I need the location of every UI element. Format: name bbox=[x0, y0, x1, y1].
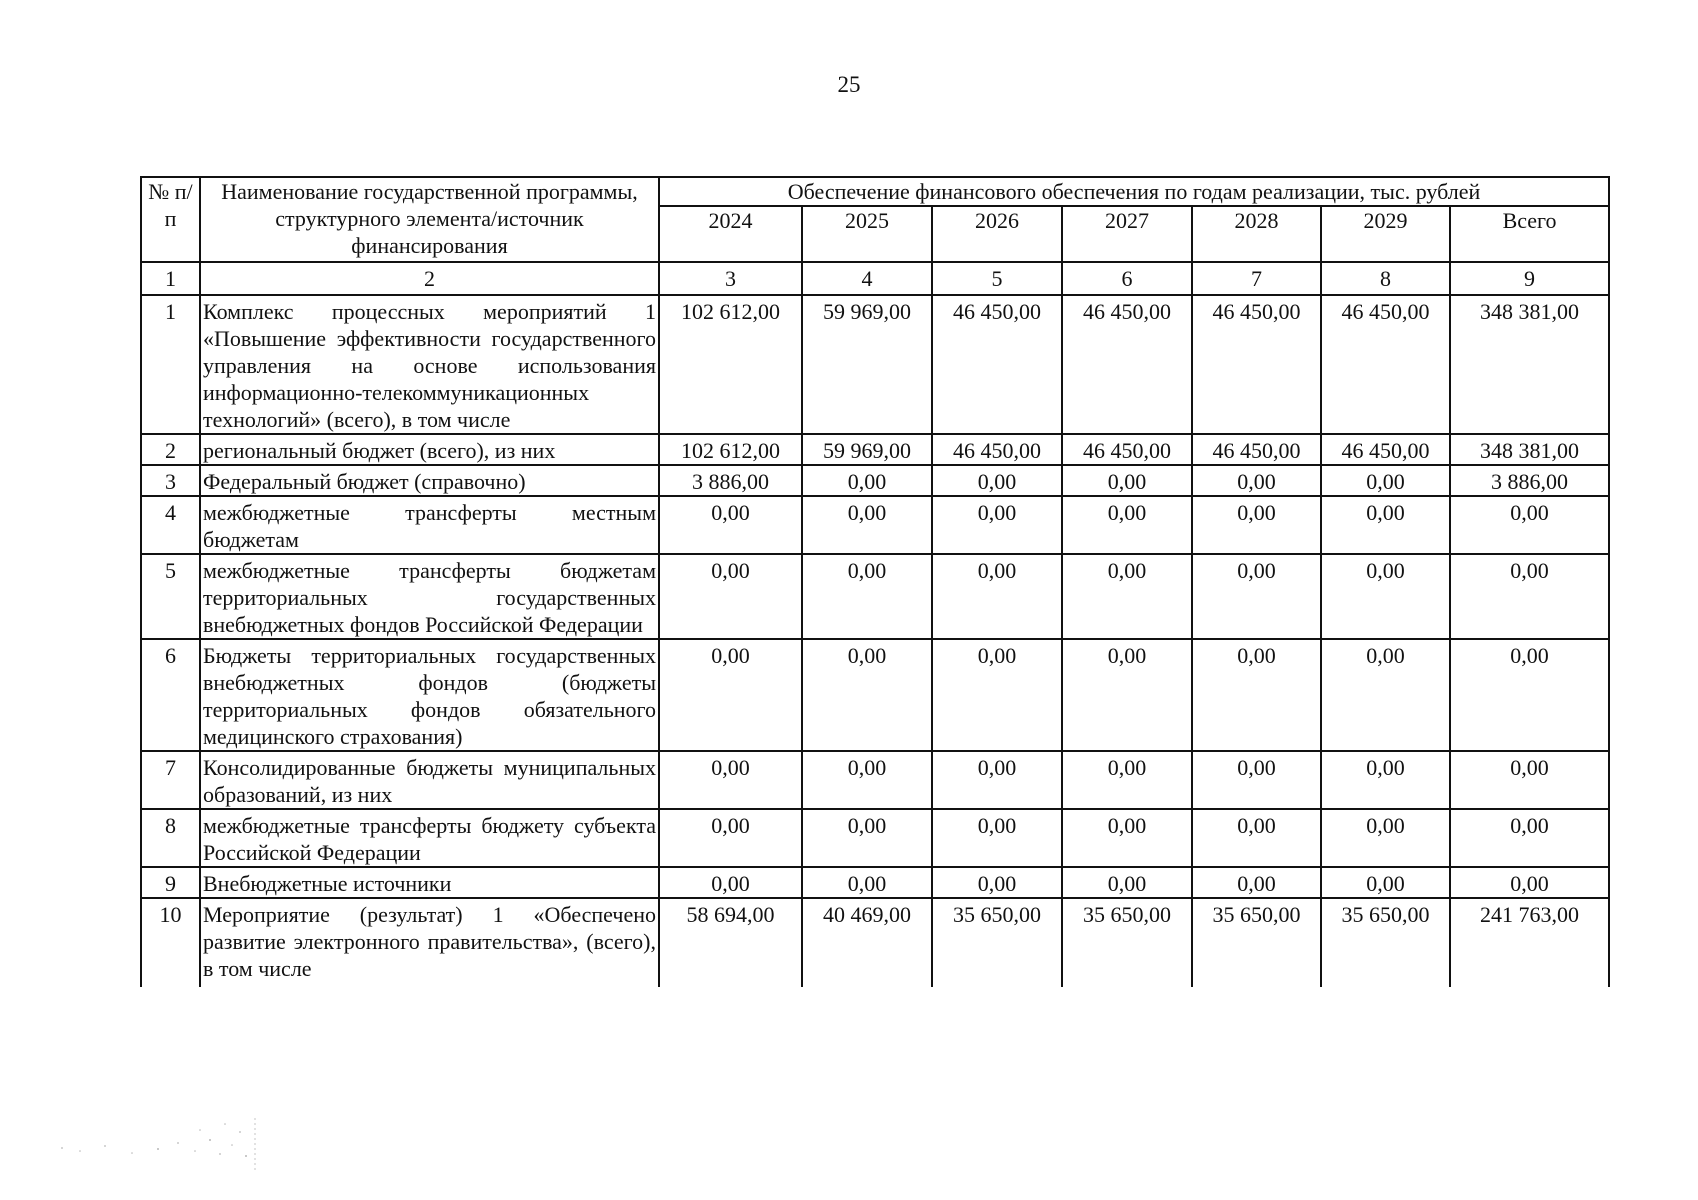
row-year-value: 0,00 bbox=[1321, 554, 1450, 639]
table-row bbox=[141, 751, 1609, 809]
table-row bbox=[141, 434, 1609, 465]
row-year-value: 0,00 bbox=[659, 867, 802, 898]
row-number: 9 bbox=[141, 867, 200, 898]
header-name-col: Наименование государственной программы, структурного элемента/источник финансирования bbox=[200, 177, 659, 262]
row-year-value: 0,00 bbox=[932, 496, 1062, 554]
row-name: Федеральный бюджет (справочно) bbox=[200, 465, 659, 496]
column-number: 9 bbox=[1450, 262, 1609, 295]
row-year-value: 35 650,00 bbox=[1192, 898, 1321, 987]
row-total-value: 0,00 bbox=[1450, 554, 1609, 639]
row-year-value: 46 450,00 bbox=[1321, 434, 1450, 465]
table-row bbox=[141, 295, 1609, 434]
row-year-value: 102 612,00 bbox=[659, 295, 802, 434]
row-year-value: 0,00 bbox=[1321, 496, 1450, 554]
row-number: 1 bbox=[141, 295, 200, 434]
column-number: 8 bbox=[1321, 262, 1450, 295]
row-year-value: 0,00 bbox=[1192, 554, 1321, 639]
row-year-value: 0,00 bbox=[1192, 751, 1321, 809]
row-name: Внебюджетные источники bbox=[200, 867, 659, 898]
row-total-value: 0,00 bbox=[1450, 867, 1609, 898]
row-total-value: 0,00 bbox=[1450, 496, 1609, 554]
row-year-value: 59 969,00 bbox=[802, 434, 932, 465]
row-year-value: 0,00 bbox=[1192, 465, 1321, 496]
row-year-value: 0,00 bbox=[659, 639, 802, 751]
row-number: 2 bbox=[141, 434, 200, 465]
row-year-value: 0,00 bbox=[1062, 867, 1192, 898]
row-name: Бюджеты территориальных государственных внебюджетных фондов (бюджеты территориальных фондов обязательного медицинского страхования) bbox=[200, 639, 659, 751]
row-year-value: 0,00 bbox=[1062, 496, 1192, 554]
table-row bbox=[141, 554, 1609, 639]
row-year-value: 0,00 bbox=[1321, 639, 1450, 751]
row-year-value: 0,00 bbox=[802, 554, 932, 639]
column-number: 2 bbox=[200, 262, 659, 295]
financing-table bbox=[140, 176, 1610, 987]
table-body bbox=[141, 295, 1609, 987]
row-number: 10 bbox=[141, 898, 200, 987]
row-year-value: 0,00 bbox=[1192, 809, 1321, 867]
row-year-value: 0,00 bbox=[932, 751, 1062, 809]
row-total-value: 3 886,00 bbox=[1450, 465, 1609, 496]
header-num-col: № п/п bbox=[141, 177, 200, 262]
row-year-value: 0,00 bbox=[1062, 751, 1192, 809]
row-year-value: 0,00 bbox=[932, 867, 1062, 898]
column-number: 1 bbox=[141, 262, 200, 295]
row-year-value: 0,00 bbox=[1192, 496, 1321, 554]
row-year-value: 59 969,00 bbox=[802, 295, 932, 434]
row-year-value: 35 650,00 bbox=[1321, 898, 1450, 987]
scan-artifact bbox=[50, 1110, 270, 1180]
row-year-value: 0,00 bbox=[1192, 639, 1321, 751]
header-group-title: Обеспечение финансового обеспечения по годам реализации, тыс. рублей bbox=[659, 177, 1609, 206]
row-year-value: 0,00 bbox=[1062, 465, 1192, 496]
row-year-value: 46 450,00 bbox=[1192, 295, 1321, 434]
row-number: 4 bbox=[141, 496, 200, 554]
row-name: региональный бюджет (всего), из них bbox=[200, 434, 659, 465]
row-number: 8 bbox=[141, 809, 200, 867]
header-year: 2027 bbox=[1062, 206, 1192, 262]
row-year-value: 0,00 bbox=[1192, 867, 1321, 898]
column-number: 5 bbox=[932, 262, 1062, 295]
row-year-value: 46 450,00 bbox=[1192, 434, 1321, 465]
row-year-value: 0,00 bbox=[932, 809, 1062, 867]
table-row bbox=[141, 465, 1609, 496]
column-number-row bbox=[141, 262, 1609, 295]
row-year-value: 35 650,00 bbox=[932, 898, 1062, 987]
row-year-value: 0,00 bbox=[659, 554, 802, 639]
row-year-value: 0,00 bbox=[802, 496, 932, 554]
row-year-value: 0,00 bbox=[1321, 751, 1450, 809]
row-year-value: 0,00 bbox=[1062, 554, 1192, 639]
row-year-value: 46 450,00 bbox=[1321, 295, 1450, 434]
header-year: 2029 bbox=[1321, 206, 1450, 262]
row-total-value: 348 381,00 bbox=[1450, 295, 1609, 434]
row-year-value: 0,00 bbox=[1062, 809, 1192, 867]
column-number: 4 bbox=[802, 262, 932, 295]
row-year-value: 0,00 bbox=[1321, 465, 1450, 496]
row-year-value: 102 612,00 bbox=[659, 434, 802, 465]
row-name: Комплекс процессных мероприятий 1 «Повышение эффективности государственного управления на основе использования информационно-телекоммуникационных технологий» (всего), в том числе bbox=[200, 295, 659, 434]
row-total-value: 241 763,00 bbox=[1450, 898, 1609, 987]
row-year-value: 0,00 bbox=[1062, 639, 1192, 751]
row-year-value: 0,00 bbox=[802, 809, 932, 867]
row-year-value: 0,00 bbox=[1321, 867, 1450, 898]
row-number: 3 bbox=[141, 465, 200, 496]
row-total-value: 0,00 bbox=[1450, 751, 1609, 809]
row-year-value: 0,00 bbox=[802, 867, 932, 898]
row-name: Мероприятие (результат) 1 «Обеспечено развитие электронного правительства», (всего), в том числе bbox=[200, 898, 659, 987]
row-year-value: 0,00 bbox=[659, 496, 802, 554]
row-year-value: 0,00 bbox=[802, 639, 932, 751]
table-row bbox=[141, 898, 1609, 987]
header-year: 2026 bbox=[932, 206, 1062, 262]
table-row bbox=[141, 809, 1609, 867]
row-name: межбюджетные трансферты бюджету субъекта Российской Федерации bbox=[200, 809, 659, 867]
row-name: межбюджетные трансферты местным бюджетам bbox=[200, 496, 659, 554]
table-row bbox=[141, 496, 1609, 554]
row-year-value: 40 469,00 bbox=[802, 898, 932, 987]
header-year: 2024 bbox=[659, 206, 802, 262]
row-year-value: 0,00 bbox=[932, 639, 1062, 751]
row-year-value: 0,00 bbox=[932, 465, 1062, 496]
row-year-value: 46 450,00 bbox=[1062, 434, 1192, 465]
row-year-value: 0,00 bbox=[659, 751, 802, 809]
row-total-value: 0,00 bbox=[1450, 639, 1609, 751]
header-year: 2025 bbox=[802, 206, 932, 262]
column-number: 7 bbox=[1192, 262, 1321, 295]
row-total-value: 348 381,00 bbox=[1450, 434, 1609, 465]
row-name: межбюджетные трансферты бюджетам территориальных государственных внебюджетных фондов Российской Федерации bbox=[200, 554, 659, 639]
row-year-value: 3 886,00 bbox=[659, 465, 802, 496]
header-year: 2028 bbox=[1192, 206, 1321, 262]
row-year-value: 0,00 bbox=[659, 809, 802, 867]
row-year-value: 0,00 bbox=[932, 554, 1062, 639]
row-year-value: 58 694,00 bbox=[659, 898, 802, 987]
column-number: 3 bbox=[659, 262, 802, 295]
row-year-value: 35 650,00 bbox=[1062, 898, 1192, 987]
column-number: 6 bbox=[1062, 262, 1192, 295]
header-total: Всего bbox=[1450, 206, 1609, 262]
table-row bbox=[141, 639, 1609, 751]
row-name: Консолидированные бюджеты муниципальных образований, из них bbox=[200, 751, 659, 809]
row-year-value: 0,00 bbox=[802, 751, 932, 809]
row-number: 6 bbox=[141, 639, 200, 751]
row-year-value: 0,00 bbox=[802, 465, 932, 496]
row-year-value: 46 450,00 bbox=[1062, 295, 1192, 434]
row-number: 7 bbox=[141, 751, 200, 809]
table-row bbox=[141, 867, 1609, 898]
row-year-value: 0,00 bbox=[1321, 809, 1450, 867]
row-number: 5 bbox=[141, 554, 200, 639]
table-header bbox=[141, 177, 1609, 295]
row-total-value: 0,00 bbox=[1450, 809, 1609, 867]
page-number: 25 bbox=[837, 72, 861, 97]
row-year-value: 46 450,00 bbox=[932, 434, 1062, 465]
row-year-value: 46 450,00 bbox=[932, 295, 1062, 434]
